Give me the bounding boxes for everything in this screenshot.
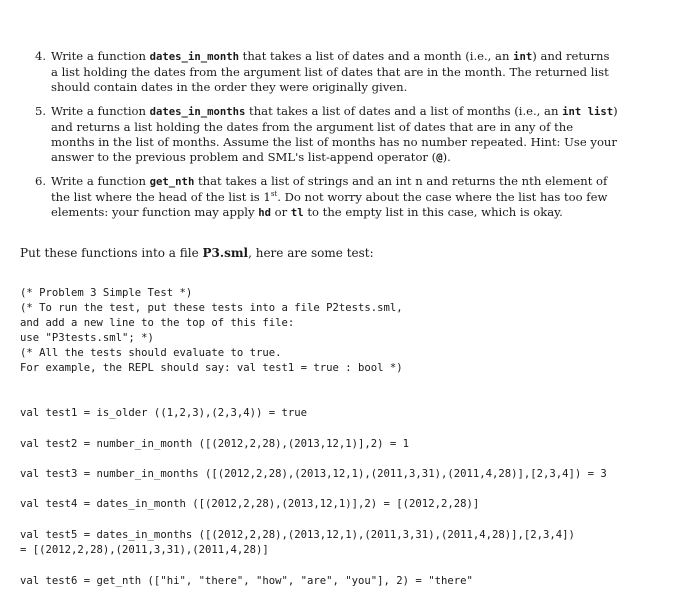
problem-number: 5. [35, 104, 47, 118]
comment-line: use "P3tests.sml"; *) [20, 332, 154, 344]
comment-line: For example, the REPL should say: val test1 = true : bool *) [20, 362, 403, 374]
problem-number: 4. [35, 49, 47, 63]
function-hd: hd [258, 207, 271, 219]
function-name: get_nth [149, 176, 195, 188]
comment-line: and add a new line to the top of this file: [20, 317, 295, 329]
intro-sentence: Put these functions into a file P3.sml, here are some test: [20, 246, 374, 260]
problem-6 [35, 174, 620, 221]
type-name: int [513, 51, 533, 63]
function-tl: tl [290, 207, 304, 219]
operator: @ [436, 152, 443, 164]
problem-text: Write a function get_nth that takes a list of strings and an int n and returns the nth element of the list where the head of the list is 1st. Do not worry about the case where the list has too few elements: your function may apply hd or tl to the empty list in this case, which is okay. [51, 174, 608, 219]
type-name: int list [562, 106, 614, 118]
comment-line: (* To run the test, put these tests into a file P2tests.sml, [20, 302, 403, 314]
comment-line: (* All the tests should evaluate to true. [20, 347, 282, 359]
test-line: val test6 = get_nth (["hi", "there", "how", "are", "you"], 2) = "there" [20, 575, 473, 587]
problem-text: Write a function dates_in_months that takes a list of dates and a list of months (i.e., an int list) and returns a list holding the dates from the argument list of dates that are in any of the months in the list of months. Assume the list of months has no number repeated. Hint: Use your answer to the previous problem and SML's list-append operator (@). [51, 104, 618, 164]
problem-number: 6. [35, 174, 47, 188]
function-name: dates_in_months [149, 106, 246, 118]
problem-text: Write a function dates_in_month that takes a list of dates and a month (i.e., an int) and returns a list holding the dates from the argument list of dates that are in the month. The returned list should contain dates in the order they were originally given. [51, 49, 610, 94]
test-line-continuation: = [(2012,2,28),(2011,3,31),(2011,4,28)] [20, 544, 269, 556]
test-line: val test1 = is_older ((1,2,3),(2,3,4)) = true [20, 407, 308, 419]
test-line: val test5 = dates_in_months ([(2012,2,28),(2013,12,1),(2011,3,31),(2011,4,28)],[2,3,4]) [20, 529, 575, 541]
function-name: dates_in_month [149, 51, 239, 63]
file-name: P3.sml [202, 246, 249, 260]
test-line: val test2 = number_in_month ([(2012,2,28),(2013,12,1)],2) = 1 [20, 438, 410, 450]
problem-4 [35, 49, 620, 95]
comment-line: (* Problem 3 Simple Test *) [20, 287, 193, 299]
test-line: val test3 = number_in_months ([(2012,2,28),(2013,12,1),(2011,3,31),(2011,4,28)],[2,3,4]) = 3 [20, 468, 607, 480]
problem-5 [35, 104, 620, 166]
test-line: val test4 = dates_in_month ([(2012,2,28),(2013,12,1)],2) = [(2012,2,28)] [20, 498, 480, 510]
